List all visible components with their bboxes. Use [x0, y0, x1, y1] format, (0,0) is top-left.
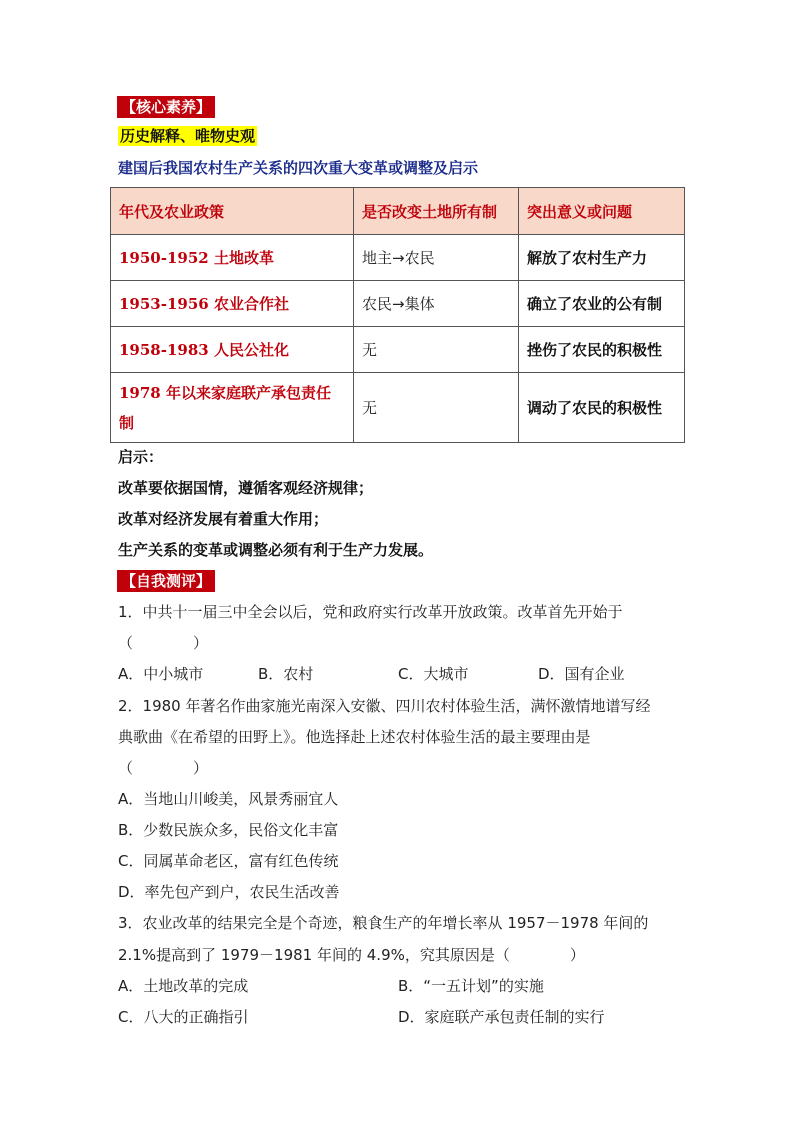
inspiration-point: 改革要依据国情，遵循客观经济规律；	[118, 479, 374, 497]
question-1-option-d: D．国有企业	[538, 665, 625, 683]
header-era: 年代及农业政策	[111, 188, 354, 235]
row-significance: 调动了农民的积极性	[519, 373, 685, 443]
question-3-stem: 3．农业改革的结果完全是个奇迹，粮食生产的年增长率从 1957－1978 年间的	[118, 914, 649, 932]
question-2-option-a: A．当地山川峻美，风景秀丽宜人	[118, 790, 339, 808]
row-change: 无	[354, 327, 519, 373]
question-3-stem: 2.1%提高到了 1979－1981 年间的 4.9%，究其原因是（ ）	[118, 946, 585, 964]
row-era: 1953-1956 农业合作社	[111, 281, 354, 327]
question-2-option-b: B．少数民族众多，民俗文化丰富	[118, 821, 339, 839]
row-significance: 挫伤了农民的积极性	[519, 327, 685, 373]
table-header-row	[111, 188, 685, 235]
inspiration-point: 改革对经济发展有着重大作用；	[118, 510, 329, 528]
row-significance: 确立了农业的公有制	[519, 281, 685, 327]
table-row	[111, 373, 685, 443]
row-era: 1950-1952 土地改革	[111, 235, 354, 281]
header-ownership: 是否改变土地所有制	[354, 188, 519, 235]
question-1-blank: （ ）	[118, 634, 209, 652]
question-1-option-b: B．农村	[258, 665, 314, 683]
row-significance: 解放了农村生产力	[519, 235, 685, 281]
question-2-stem: 2．1980 年著名作曲家施光南深入安徽、四川农村体验生活，满怀激情地谱写经	[118, 697, 651, 715]
inspiration-label: 启示：	[118, 448, 164, 466]
row-change: 农民→集体	[354, 281, 519, 327]
row-change: 无	[354, 373, 519, 443]
question-2-blank: （ ）	[118, 759, 209, 777]
question-1-option-a: A．中小城市	[118, 665, 204, 683]
question-2-stem: 典歌曲《在希望的田野上》。他选择赴上述农村体验生活的最主要理由是	[118, 728, 591, 746]
question-3-option-b: B．“一五计划”的实施	[398, 977, 544, 995]
row-era: 1978 年以来家庭联产承包责任制	[111, 373, 354, 443]
question-3-option-d: D．家庭联产承包责任制的实行	[398, 1008, 605, 1026]
table-row	[111, 281, 685, 327]
core-literacy-tag: 【核心素养】	[117, 96, 215, 118]
inspiration-point: 生产关系的变革或调整必须有利于生产力发展。	[118, 541, 434, 559]
question-2-option-c: C．同属革命老区，富有红色传统	[118, 852, 339, 870]
row-era: 1958-1983 人民公社化	[111, 327, 354, 373]
policy-table	[110, 187, 685, 443]
question-3-option-a: A．土地改革的完成	[118, 977, 249, 995]
table-row	[111, 327, 685, 373]
row-change: 地主→农民	[354, 235, 519, 281]
self-test-tag: 【自我测评】	[117, 570, 215, 592]
question-1-stem: 1．中共十一届三中全会以后，党和政府实行改革开放政策。改革首先开始于	[118, 603, 623, 621]
question-1-option-c: C．大城市	[398, 665, 469, 683]
core-literacy-highlight: 历史解释、唯物史观	[120, 127, 256, 145]
table-row	[111, 235, 685, 281]
question-3-option-c: C．八大的正确指引	[118, 1008, 249, 1026]
header-significance: 突出意义或问题	[519, 188, 685, 235]
table-title: 建国后我国农村生产关系的四次重大变革或调整及启示	[118, 159, 479, 177]
question-2-option-d: D．率先包产到户，农民生活改善	[118, 883, 340, 901]
